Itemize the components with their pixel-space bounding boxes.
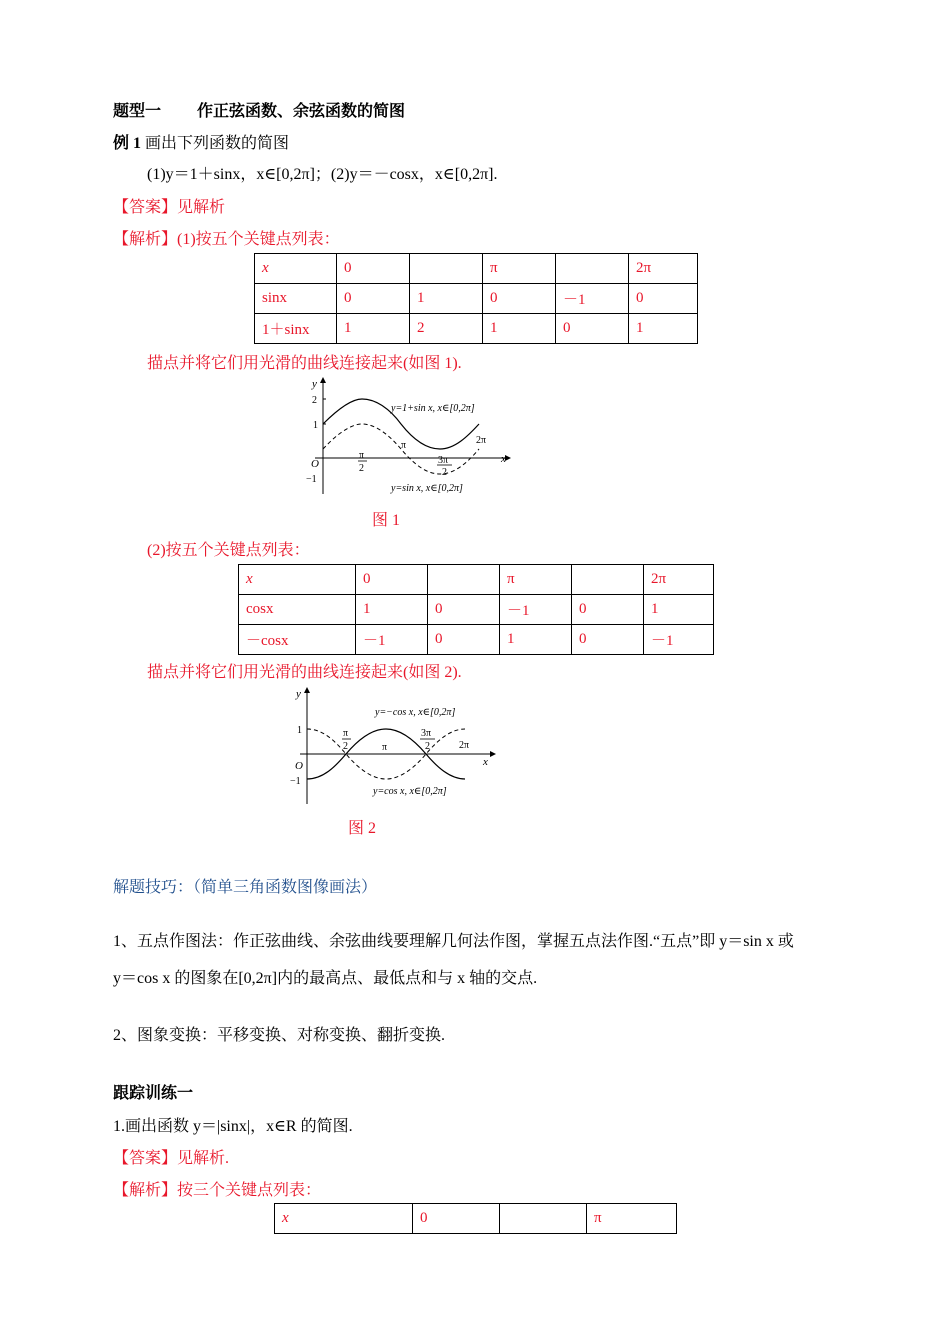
practice-analysis [113, 1177, 321, 1200]
table-cell [410, 254, 483, 284]
y-tick-label: −1 [306, 474, 317, 485]
y-axis-label: y [296, 688, 301, 700]
table-cell: 1 [410, 284, 483, 314]
figure-1-graph [300, 372, 515, 500]
table-cell: 0 [629, 284, 698, 314]
table-row [255, 314, 698, 344]
x-tick-label: 2 [425, 741, 430, 752]
table-cell: x [275, 1204, 413, 1234]
example-label: 例 1 [113, 135, 142, 152]
y-tick-label: 2 [312, 395, 317, 406]
table-cell: 2 [410, 314, 483, 344]
table-cell: sinx [255, 284, 337, 314]
y-tick-label: 1 [313, 420, 318, 431]
table-cell: π [587, 1204, 677, 1234]
analysis-tag: 【解析】 [113, 231, 178, 248]
table-cell: π [500, 565, 572, 595]
tips-item-1-line-1: 1、五点作图法：作正弦曲线、余弦曲线要理解几何法作图，掌握五点法作图.“五点”即 y＝sin x 或 [113, 933, 794, 950]
table-cell: 0 [483, 284, 556, 314]
key-points-table-2 [238, 564, 714, 655]
x-tick-label: 3π [438, 455, 449, 466]
table-cell: x [255, 254, 337, 284]
table-cell [556, 254, 629, 284]
table-row [255, 254, 698, 284]
tips-title: 解题技巧：（简单三角函数图像画法） [113, 879, 378, 896]
figure-2-graph [285, 682, 500, 810]
answer-text: 见解析 [177, 199, 226, 216]
table-row [239, 625, 714, 655]
x-tick-label: 2π [476, 435, 487, 446]
type-title: 作正弦函数、余弦函数的简图 [197, 103, 406, 120]
answer-tag: 【答案】 [113, 199, 178, 216]
analysis-line [113, 226, 340, 249]
answer-text: 见解析. [177, 1150, 230, 1167]
connect-text-1: 描点并将它们用光滑的曲线连接起来(如图 1). [147, 355, 462, 372]
table-cell [572, 565, 644, 595]
table-cell: 0 [572, 625, 644, 655]
table-row [255, 284, 698, 314]
connect-text-2: 描点并将它们用光滑的曲线连接起来(如图 2). [147, 664, 462, 681]
x-tick-label: π [359, 450, 365, 461]
y-axis-label: y [312, 378, 317, 390]
type-label: 题型一 [113, 103, 162, 120]
x-tick-label: 3π [421, 728, 432, 739]
table-cell: 0 [428, 595, 500, 625]
table-cell: 0 [428, 625, 500, 655]
table-cell: 0 [356, 565, 428, 595]
table-cell: 0 [413, 1204, 500, 1234]
table-cell: 2π [629, 254, 698, 284]
table-cell: 0 [556, 314, 629, 344]
table-cell: 1 [483, 314, 556, 344]
origin-label: O [311, 458, 319, 470]
x-tick-label: π [343, 728, 349, 739]
table-cell: 2π [644, 565, 714, 595]
table-cell: －1 [500, 595, 572, 625]
x-tick-label: π [401, 440, 407, 451]
table-cell: cosx [239, 595, 356, 625]
tips-item-2: 2、图象变换：平移变换、对称变换、翻折变换. [113, 1027, 446, 1044]
origin-label: O [295, 760, 303, 772]
figure-2-caption: 图 2 [348, 820, 377, 837]
figure-1-caption: 图 1 [372, 512, 401, 529]
table-row [239, 565, 714, 595]
analysis-tag: 【解析】 [113, 1182, 178, 1199]
practice-question-1: 1.画出函数 y＝|sinx|，x∈R 的简图. [113, 1118, 353, 1135]
key-points-table-1 [254, 253, 698, 344]
table-cell: －1 [556, 284, 629, 314]
practice-title: 跟踪训练一 [113, 1085, 194, 1102]
curve-label-solid: y=−cos x, x∈[0,2π] [375, 707, 456, 718]
answer-tag: 【答案】 [113, 1150, 178, 1167]
curve-label-solid: y=1+sin x, x∈[0,2π] [391, 403, 475, 414]
x-axis-label: x [501, 453, 506, 465]
table-cell: 0 [337, 254, 410, 284]
table-cell: x [239, 565, 356, 595]
table-cell: π [483, 254, 556, 284]
x-tick-label: 2 [359, 463, 364, 474]
tips-item-1-line-2: y＝cos x 的图象在[0,2π]内的最高点、最低点和与 x 轴的交点. [113, 970, 538, 987]
x-axis-label: x [483, 756, 488, 768]
table-row [239, 595, 714, 625]
table-cell: －1 [644, 625, 714, 655]
table-cell: 1 [644, 595, 714, 625]
answer-line [113, 194, 225, 217]
key-points-table-3 [274, 1203, 677, 1234]
table-cell: 1 [629, 314, 698, 344]
x-tick-label: 2π [459, 740, 470, 751]
x-tick-label: 2 [343, 741, 348, 752]
analysis-text: (1)按五个关键点列表： [177, 231, 340, 248]
curve-label-dashed: y=cos x, x∈[0,2π] [373, 786, 447, 797]
table-cell [500, 1204, 587, 1234]
part2-intro: (2)按五个关键点列表： [147, 542, 310, 559]
table-cell: 1 [337, 314, 410, 344]
table-cell: 1 [500, 625, 572, 655]
table-cell: 1＋sinx [255, 314, 337, 344]
table-row [275, 1204, 677, 1234]
curve-label-dashed: y=sin x, x∈[0,2π] [391, 483, 463, 494]
table-cell [428, 565, 500, 595]
x-tick-label: 2 [442, 467, 447, 478]
example-prompt [113, 130, 289, 153]
table-cell: 0 [572, 595, 644, 625]
table-cell: －cosx [239, 625, 356, 655]
table-cell: －1 [356, 625, 428, 655]
practice-answer [113, 1145, 229, 1168]
x-tick-label: π [382, 742, 388, 753]
y-tick-label: 1 [297, 725, 302, 736]
example-parts: (1)y＝1＋sinx，x∈[0,2π]；(2)y＝－cosx，x∈[0,2π]. [147, 166, 498, 183]
analysis-text: 按三个关键点列表： [177, 1182, 322, 1199]
y-tick-label: −1 [290, 776, 301, 787]
example-prompt-text: 画出下列函数的简图 [145, 135, 290, 152]
table-cell: 1 [356, 595, 428, 625]
table-cell: 0 [337, 284, 410, 314]
